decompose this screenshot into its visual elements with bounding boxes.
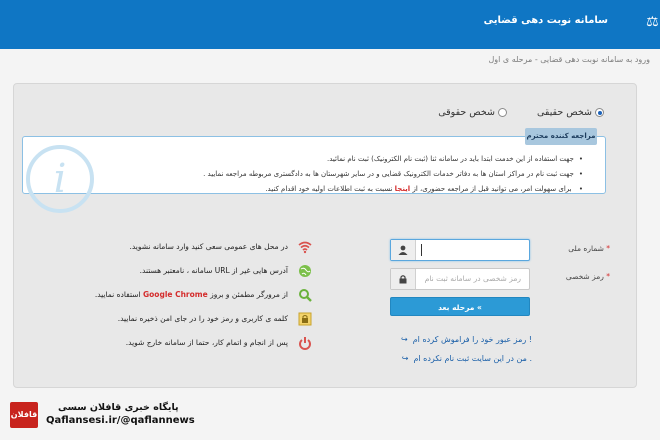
watermark-logo: قافلان [10,402,38,428]
sign-in-icon: ↪ [401,354,409,363]
tip-text: در محل های عمومی سعی کنید وارد سامانه نشوید. [129,242,288,251]
notice-item: • جهت استفاده از این خدمت ابتدا باید در سامانه ثنا (ثبت نام الکترونیک) ثبت نام نمائید. [203,155,583,163]
notice-item: • برای سهولت امر، می توانید قبل از مراجعه حضوری، از اینجا نسبت به ثبت اطلاعات اولیه خود اقدام کنید. [203,185,583,193]
not-registered-link[interactable]: ↪ من در این سایت ثبت نام نکرده ام . [401,354,532,363]
tip-text: پس از انجام و اتمام کار، حتما از سامانه خارج شوید. [125,338,288,347]
double-chevron-left-icon: « [477,303,482,312]
radio-natural-person[interactable] [537,107,604,118]
tip-item [95,310,313,327]
lock-icon [297,311,313,327]
top-bar [0,0,660,49]
radio-legal-person[interactable] [438,107,507,118]
notice-item: • جهت ثبت نام در مراکز استان ها به دفاتر خدمات الکترونیک قضایی و در سایر شهرستان ها به دادگستری مربوطه مراجعه نمایید . [203,170,583,178]
info-icon: i [26,145,94,213]
radio-legal-person-dot[interactable] [498,108,507,117]
watermark [10,400,200,430]
notice-list [203,155,583,200]
tip-item [95,262,313,279]
password-label: رمز شخصی * [565,272,610,281]
password-input[interactable] [390,268,530,290]
radio-legal-person-label: شخص حقوقی [438,107,495,118]
breadcrumb: ورود به سامانه نوبت دهی قضایی - مرحله ی اول [488,55,650,64]
tip-item [95,334,313,351]
sign-in-icon: ↪ [401,335,408,344]
search-icon [297,287,313,303]
tip-text: از مرورگر مطمئن و بروز Google Chrome استفاده نمایید. [94,290,288,299]
national-id-input[interactable] [390,239,530,261]
app-title: سامانه نوبت دهی قضایی [483,15,608,26]
user-icon [391,240,416,260]
forgot-password-link[interactable]: ↪ رمز عبور خود را فراموش کرده ام ! [401,335,532,344]
security-tips [95,238,313,358]
watermark-line2: Qaflansesi.ir/@qaflannews [46,415,195,426]
tip-item [95,286,313,303]
national-id-label: شماره ملی * [568,244,610,253]
password-placeholder: رمز شخصی در سامانه ثبت نام [424,274,521,283]
next-step-button[interactable]: مرحله بعد « [390,297,530,316]
watermark-line1: پایگاه خبری قافلان سسی [58,402,179,413]
tip-text: آدرس هایی غیر از URL سامانه ، نامعتبر هستند. [139,266,288,275]
scales-icon: ⚖ [646,14,659,30]
text-caret [421,244,422,256]
radio-natural-person-label: شخص حقیقی [536,107,592,118]
notice-tab: مراجعه کننده محترم [525,128,597,145]
power-icon [297,335,313,351]
lock-icon [391,269,416,289]
radio-natural-person-dot[interactable] [595,108,604,117]
globe-icon [297,263,313,279]
chrome-highlight: Google Chrome [142,290,208,299]
tip-text: کلمه ی کاربری و رمز خود را در جای امن ذخیره نمایید. [117,314,288,323]
notice-box [22,136,606,194]
wifi-icon [297,239,313,255]
tip-item [95,238,313,255]
here-link[interactable]: اینجا [394,185,411,193]
